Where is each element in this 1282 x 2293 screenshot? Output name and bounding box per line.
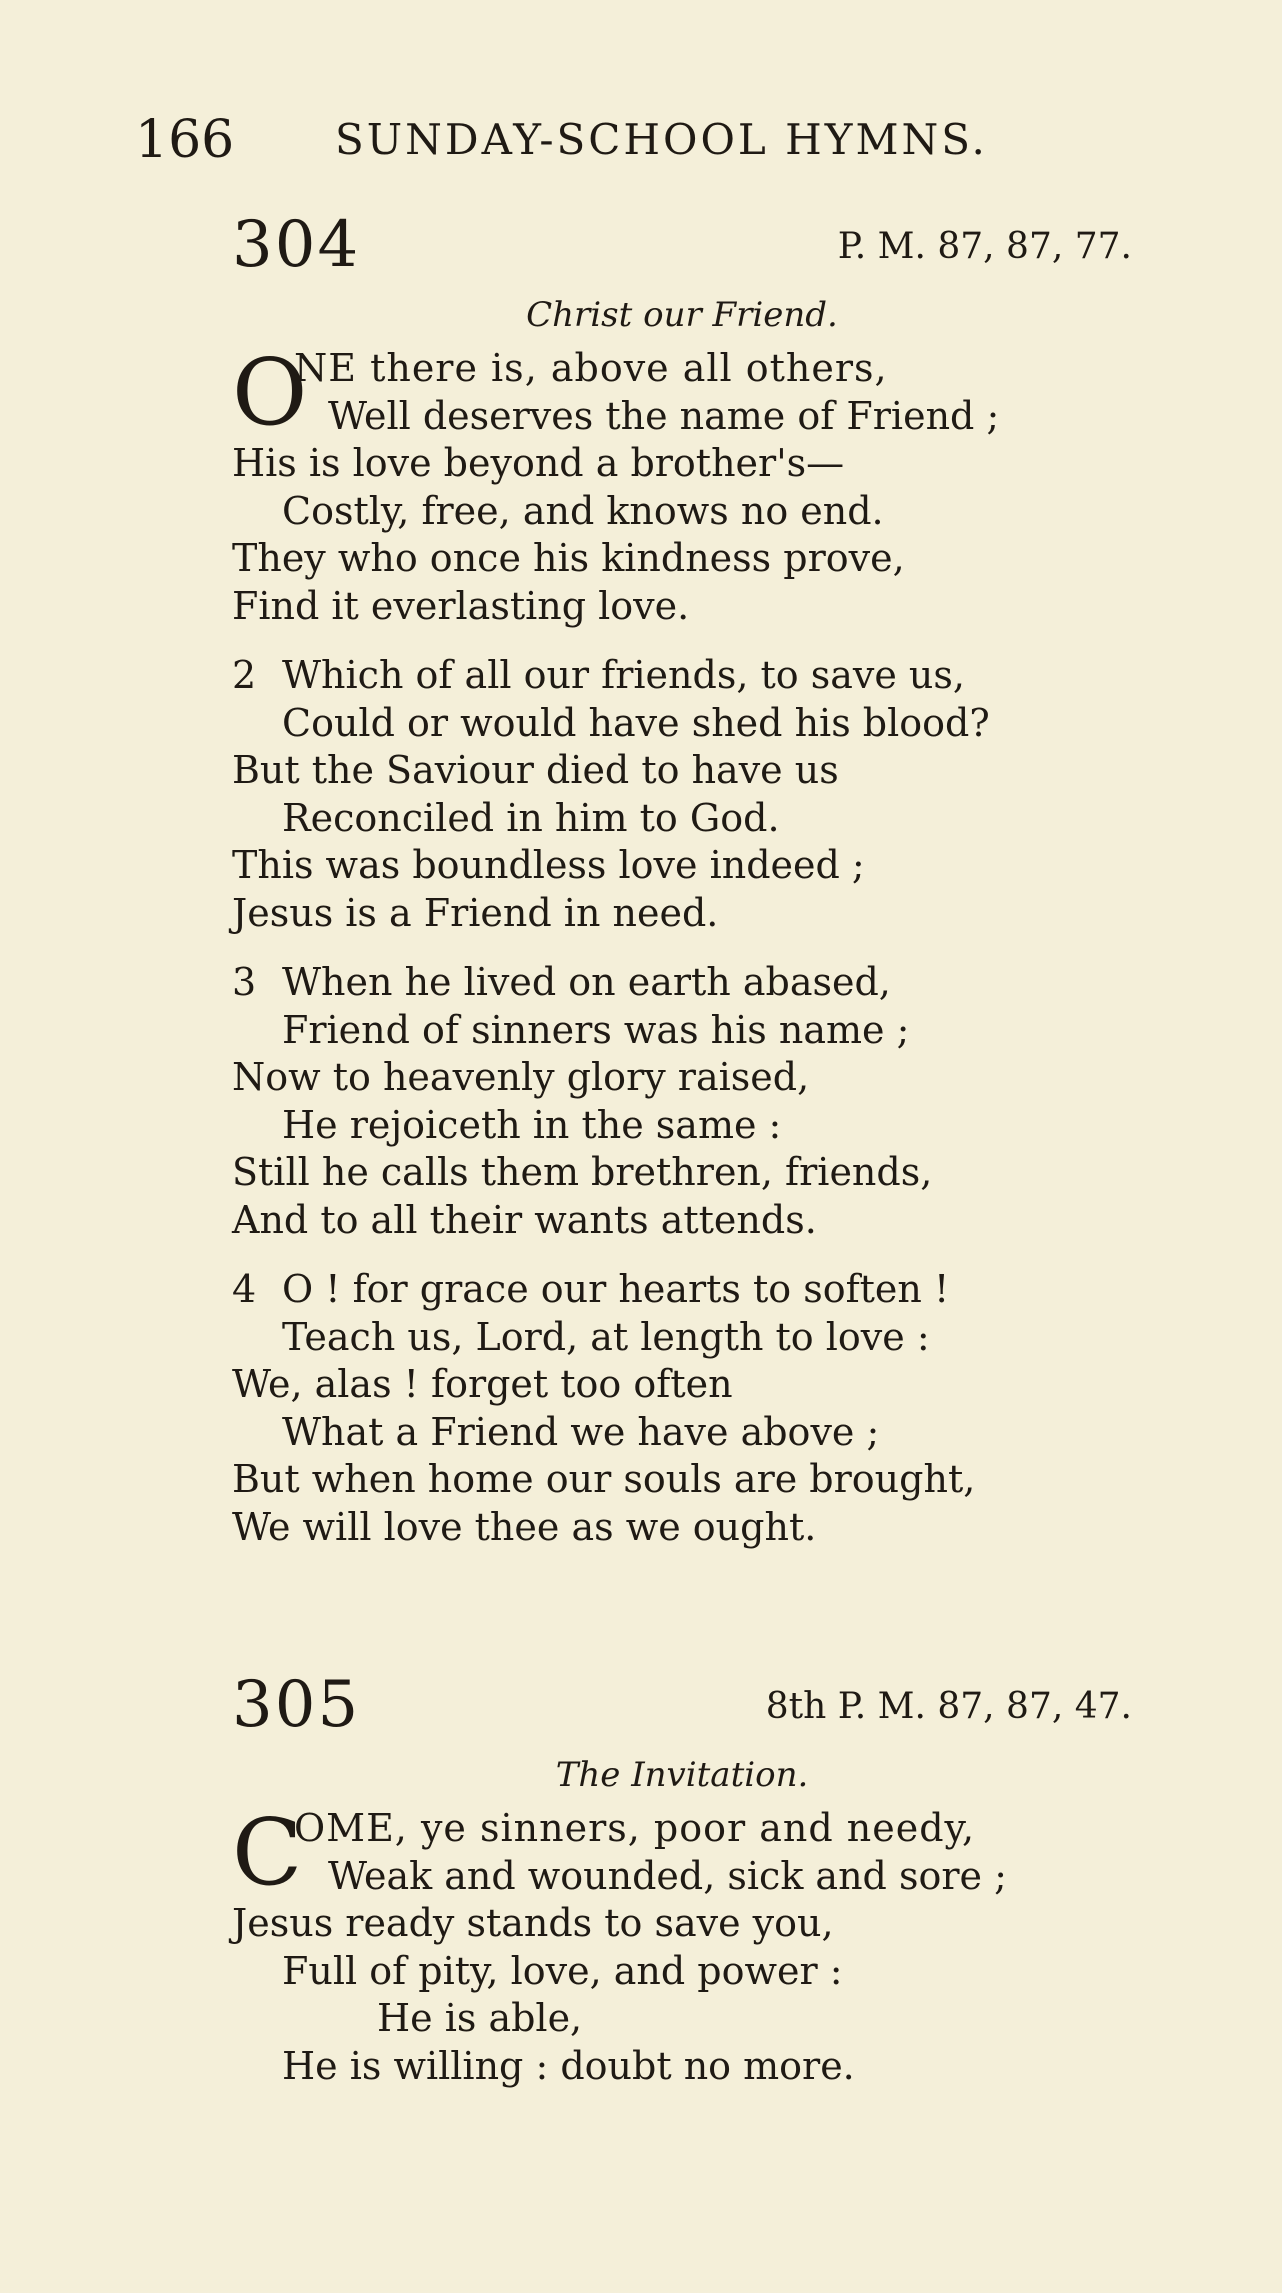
hymn-meter: P. M. 87, 87, 77. bbox=[837, 226, 1132, 267]
first-line-text: OME, ye sinners, poor and needy, bbox=[294, 1806, 976, 1850]
stanza-1 bbox=[232, 339, 1132, 630]
hymn-304 bbox=[232, 205, 1132, 1551]
stanza-line: Jesus is a Friend in need. bbox=[232, 890, 719, 935]
stanza-line: He rejoiceth in the same : bbox=[282, 1102, 782, 1147]
stanza-line: Still he calls them brethren, friends, bbox=[232, 1150, 933, 1194]
stanza-line: Weak and wounded, sick and sore ; bbox=[328, 1853, 1007, 1898]
stanza-line: Reconciled in him to God. bbox=[282, 795, 780, 840]
stanza-line: This was boundless love indeed ; bbox=[232, 843, 865, 887]
stanza-2 bbox=[232, 652, 1132, 937]
hymn-header bbox=[232, 1665, 1132, 1745]
stanza-line: Friend of sinners was his name ; bbox=[282, 1007, 910, 1052]
stanza-line: Teach us, Lord, at length to love : bbox=[282, 1314, 930, 1359]
page-number: 166 bbox=[135, 110, 235, 170]
stanza-line: We, alas ! forget too often bbox=[232, 1362, 733, 1406]
hymn-meter: 8th P. M. 87, 87, 47. bbox=[765, 1686, 1132, 1727]
stanza-line: But when home our souls are brought, bbox=[232, 1457, 976, 1501]
stanza-line-text: When he lived on earth abased, bbox=[282, 960, 891, 1004]
hymn-subtitle: Christ our Friend. bbox=[526, 295, 838, 335]
hymn-subtitle: The Invitation. bbox=[555, 1755, 809, 1795]
running-title: SUNDAY-SCHOOL HYMNS. bbox=[335, 115, 988, 164]
stanza-number: 4 bbox=[232, 1267, 257, 1311]
stanza-line: Costly, free, and knows no end. bbox=[282, 488, 884, 533]
stanza-line: Now to heavenly glory raised, bbox=[232, 1055, 810, 1099]
stanza-line bbox=[232, 652, 1132, 700]
stanza-line: And to all their wants attends. bbox=[232, 1197, 817, 1242]
drop-cap: C bbox=[232, 1799, 303, 1906]
stanza-line: Find it everlasting love. bbox=[232, 583, 690, 628]
stanza-line bbox=[232, 959, 1132, 1007]
stanza-line: What a Friend we have above ; bbox=[282, 1409, 880, 1454]
stanza-number: 2 bbox=[232, 653, 257, 697]
stanza-line: Could or would have shed his blood? bbox=[282, 700, 990, 745]
stanza-line bbox=[232, 1266, 1132, 1314]
stanza-line-text: O ! for grace our hearts to soften ! bbox=[282, 1267, 950, 1311]
first-line-text: NE there is, above all others, bbox=[294, 346, 888, 390]
drop-cap: O bbox=[232, 339, 308, 446]
hymn-305 bbox=[232, 1665, 1132, 2090]
stanza-line-text: Which of all our friends, to save us, bbox=[282, 653, 965, 697]
stanza-line: They who once his kindness prove, bbox=[232, 536, 905, 580]
running-head bbox=[135, 105, 1135, 175]
stanza-line: His is love beyond a brother's— bbox=[232, 441, 845, 485]
stanza-1 bbox=[232, 1799, 1132, 2090]
stanza-3 bbox=[232, 959, 1132, 1244]
stanza-line: We will love thee as we ought. bbox=[232, 1504, 817, 1549]
stanza-4 bbox=[232, 1266, 1132, 1551]
stanza-line: Full of pity, love, and power : bbox=[282, 1948, 843, 1993]
stanza-line: He is able, bbox=[377, 1996, 583, 2040]
hymn-header bbox=[232, 205, 1132, 285]
stanza-line: Well deserves the name of Friend ; bbox=[328, 393, 1000, 438]
stanza-number: 3 bbox=[232, 960, 257, 1004]
hymn-number: 305 bbox=[232, 1668, 361, 1742]
hymn-number: 304 bbox=[232, 208, 361, 282]
stanza-line: He is willing : doubt no more. bbox=[282, 2043, 855, 2088]
stanza-line: Jesus ready stands to save you, bbox=[232, 1901, 834, 1945]
stanza-line: But the Saviour died to have us bbox=[232, 748, 839, 792]
